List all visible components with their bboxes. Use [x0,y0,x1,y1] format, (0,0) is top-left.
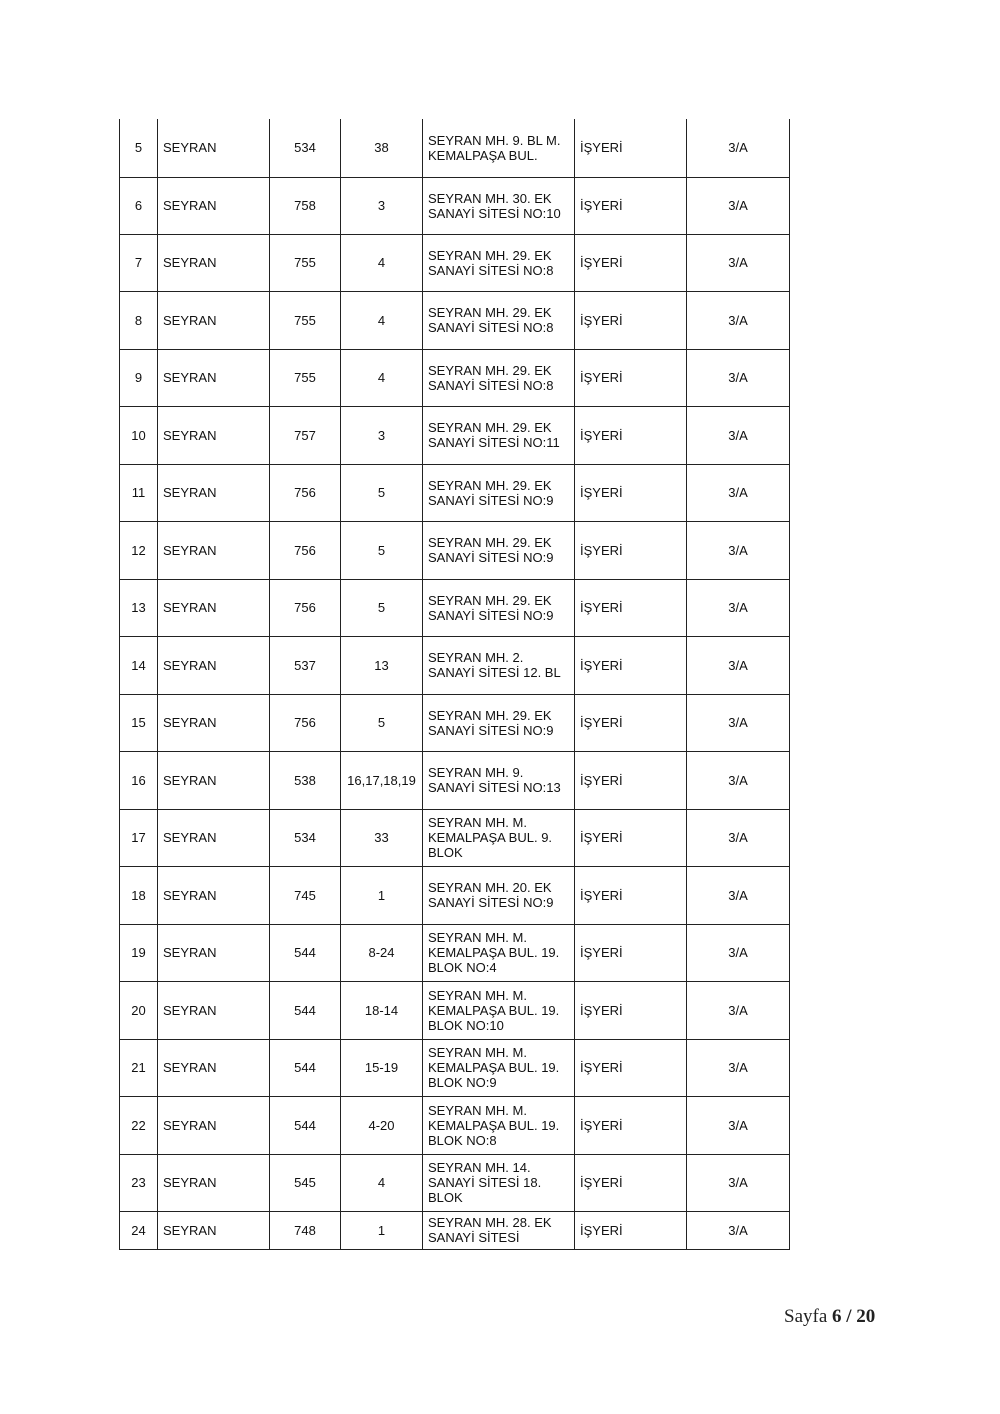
cell-adres: SEYRAN MH. 29. EK SANAYİ SİTESİ NO:9 [423,694,575,751]
cell-parsel: 5 [341,521,423,579]
cell-row-number: 11 [120,464,158,521]
table-row [120,579,790,636]
cell-mahalle: SEYRAN [158,866,270,924]
cell-adres: SEYRAN MH. M. KEMALPAŞA BUL. 19. BLOK NO:10 [423,981,575,1039]
cell-nitelik: İŞYERİ [575,1211,687,1249]
cell-ada: 544 [270,1096,341,1154]
table-body [120,119,790,1249]
table-row [120,1039,790,1096]
cell-row-number: 15 [120,694,158,751]
cell-adres: SEYRAN MH. 9. BL M. KEMALPAŞA BUL. [423,119,575,177]
cell-adres: SEYRAN MH. 20. EK SANAYİ SİTESİ NO:9 [423,866,575,924]
cell-nitelik: İŞYERİ [575,1039,687,1096]
cell-mahalle: SEYRAN [158,119,270,177]
cell-tip: 3/A [687,751,790,809]
cell-row-number: 7 [120,234,158,291]
table-row [120,751,790,809]
cell-row-number: 6 [120,177,158,234]
cell-parsel: 33 [341,809,423,866]
cell-parsel: 1 [341,1211,423,1249]
cell-adres: SEYRAN MH. M. KEMALPAŞA BUL. 19. BLOK NO:8 [423,1096,575,1154]
cell-adres: SEYRAN MH. 14. SANAYİ SİTESİ 18. BLOK [423,1154,575,1211]
cell-row-number: 12 [120,521,158,579]
cell-parsel: 5 [341,579,423,636]
cell-tip: 3/A [687,579,790,636]
cell-mahalle: SEYRAN [158,349,270,406]
cell-mahalle: SEYRAN [158,464,270,521]
cell-nitelik: İŞYERİ [575,866,687,924]
cell-ada: 755 [270,291,341,349]
cell-row-number: 16 [120,751,158,809]
table-row [120,464,790,521]
cell-tip: 3/A [687,981,790,1039]
table-row [120,177,790,234]
cell-tip: 3/A [687,406,790,464]
cell-mahalle: SEYRAN [158,1154,270,1211]
cell-parsel: 3 [341,406,423,464]
cell-adres: SEYRAN MH. 29. EK SANAYİ SİTESİ NO:9 [423,464,575,521]
cell-nitelik: İŞYERİ [575,291,687,349]
cell-tip: 3/A [687,119,790,177]
cell-mahalle: SEYRAN [158,521,270,579]
cell-nitelik: İŞYERİ [575,924,687,981]
cell-mahalle: SEYRAN [158,636,270,694]
cell-ada: 544 [270,981,341,1039]
cell-nitelik: İŞYERİ [575,464,687,521]
cell-nitelik: İŞYERİ [575,1096,687,1154]
cell-ada: 534 [270,809,341,866]
cell-adres: SEYRAN MH. M. KEMALPAŞA BUL. 19. BLOK NO:9 [423,1039,575,1096]
cell-parsel: 4 [341,349,423,406]
cell-ada: 745 [270,866,341,924]
cell-adres: SEYRAN MH. 29. EK SANAYİ SİTESİ NO:9 [423,521,575,579]
cell-nitelik: İŞYERİ [575,694,687,751]
cell-mahalle: SEYRAN [158,1039,270,1096]
cell-adres: SEYRAN MH. 9. SANAYİ SİTESİ NO:13 [423,751,575,809]
cell-ada: 755 [270,349,341,406]
cell-ada: 545 [270,1154,341,1211]
cell-row-number: 18 [120,866,158,924]
page-footer [784,1306,875,1328]
cell-nitelik: İŞYERİ [575,809,687,866]
cell-adres: SEYRAN MH. 29. EK SANAYİ SİTESİ NO:8 [423,291,575,349]
cell-nitelik: İŞYERİ [575,234,687,291]
cell-mahalle: SEYRAN [158,981,270,1039]
cell-row-number: 21 [120,1039,158,1096]
cell-parsel: 18-14 [341,981,423,1039]
table-row [120,694,790,751]
cell-mahalle: SEYRAN [158,1211,270,1249]
cell-nitelik: İŞYERİ [575,636,687,694]
cell-nitelik: İŞYERİ [575,406,687,464]
cell-mahalle: SEYRAN [158,694,270,751]
cell-mahalle: SEYRAN [158,809,270,866]
cell-tip: 3/A [687,177,790,234]
cell-adres: SEYRAN MH. M. KEMALPAŞA BUL. 19. BLOK NO:4 [423,924,575,981]
table-row [120,924,790,981]
cell-nitelik: İŞYERİ [575,1154,687,1211]
cell-ada: 758 [270,177,341,234]
cell-row-number: 8 [120,291,158,349]
cell-nitelik: İŞYERİ [575,751,687,809]
table-row [120,349,790,406]
cell-row-number: 22 [120,1096,158,1154]
cell-tip: 3/A [687,234,790,291]
cell-tip: 3/A [687,349,790,406]
cell-ada: 756 [270,579,341,636]
table-row [120,636,790,694]
cell-nitelik: İŞYERİ [575,981,687,1039]
cell-nitelik: İŞYERİ [575,349,687,406]
cell-parsel: 4-20 [341,1096,423,1154]
cell-adres: SEYRAN MH. 29. EK SANAYİ SİTESİ NO:8 [423,349,575,406]
cell-tip: 3/A [687,291,790,349]
cell-parsel: 8-24 [341,924,423,981]
cell-mahalle: SEYRAN [158,1096,270,1154]
cell-adres: SEYRAN MH. 28. EK SANAYİ SİTESİ [423,1211,575,1249]
cell-ada: 534 [270,119,341,177]
cell-row-number: 19 [120,924,158,981]
cell-mahalle: SEYRAN [158,234,270,291]
table-row [120,866,790,924]
table-row [120,1096,790,1154]
table-row [120,291,790,349]
cell-parsel: 4 [341,1154,423,1211]
cell-row-number: 10 [120,406,158,464]
table-row [120,119,790,177]
cell-mahalle: SEYRAN [158,406,270,464]
cell-tip: 3/A [687,636,790,694]
cell-tip: 3/A [687,809,790,866]
cell-mahalle: SEYRAN [158,751,270,809]
cell-ada: 748 [270,1211,341,1249]
cell-ada: 756 [270,694,341,751]
cell-row-number: 23 [120,1154,158,1211]
cell-parsel: 3 [341,177,423,234]
cell-row-number: 24 [120,1211,158,1249]
cell-tip: 3/A [687,1039,790,1096]
table-row [120,521,790,579]
cell-ada: 537 [270,636,341,694]
table-row [120,234,790,291]
cell-row-number: 17 [120,809,158,866]
footer-label: Sayfa [784,1306,828,1327]
cell-parsel: 16,17,18,19 [341,751,423,809]
cell-mahalle: SEYRAN [158,924,270,981]
footer-page-total: 20 [856,1306,876,1327]
cell-parsel: 5 [341,464,423,521]
cell-mahalle: SEYRAN [158,579,270,636]
cell-ada: 756 [270,464,341,521]
cell-adres: SEYRAN MH. 30. EK SANAYİ SİTESİ NO:10 [423,177,575,234]
cell-tip: 3/A [687,464,790,521]
table-row [120,1154,790,1211]
cell-mahalle: SEYRAN [158,291,270,349]
cell-ada: 756 [270,521,341,579]
cell-parsel: 5 [341,694,423,751]
cell-ada: 544 [270,1039,341,1096]
table-row [120,1211,790,1249]
cell-row-number: 5 [120,119,158,177]
cell-tip: 3/A [687,866,790,924]
cell-adres: SEYRAN MH. 2. SANAYİ SİTESİ 12. BL [423,636,575,694]
cell-parsel: 13 [341,636,423,694]
property-table [119,119,790,1250]
table-row [120,406,790,464]
cell-tip: 3/A [687,521,790,579]
cell-mahalle: SEYRAN [158,177,270,234]
cell-tip: 3/A [687,694,790,751]
cell-tip: 3/A [687,1211,790,1249]
cell-parsel: 1 [341,866,423,924]
cell-adres: SEYRAN MH. 29. EK SANAYİ SİTESİ NO:11 [423,406,575,464]
cell-parsel: 38 [341,119,423,177]
cell-adres: SEYRAN MH. M. KEMALPAŞA BUL. 9. BLOK [423,809,575,866]
cell-row-number: 9 [120,349,158,406]
table-row [120,981,790,1039]
cell-nitelik: İŞYERİ [575,521,687,579]
cell-row-number: 13 [120,579,158,636]
cell-parsel: 4 [341,234,423,291]
cell-parsel: 15-19 [341,1039,423,1096]
footer-separator: / [846,1306,852,1327]
cell-nitelik: İŞYERİ [575,119,687,177]
cell-nitelik: İŞYERİ [575,579,687,636]
cell-nitelik: İŞYERİ [575,177,687,234]
cell-adres: SEYRAN MH. 29. EK SANAYİ SİTESİ NO:8 [423,234,575,291]
cell-ada: 755 [270,234,341,291]
cell-tip: 3/A [687,1154,790,1211]
cell-ada: 544 [270,924,341,981]
cell-row-number: 14 [120,636,158,694]
cell-ada: 538 [270,751,341,809]
cell-tip: 3/A [687,1096,790,1154]
cell-parsel: 4 [341,291,423,349]
cell-adres: SEYRAN MH. 29. EK SANAYİ SİTESİ NO:9 [423,579,575,636]
cell-row-number: 20 [120,981,158,1039]
footer-page-number: 6 [832,1306,842,1327]
cell-ada: 757 [270,406,341,464]
cell-tip: 3/A [687,924,790,981]
table-row [120,809,790,866]
